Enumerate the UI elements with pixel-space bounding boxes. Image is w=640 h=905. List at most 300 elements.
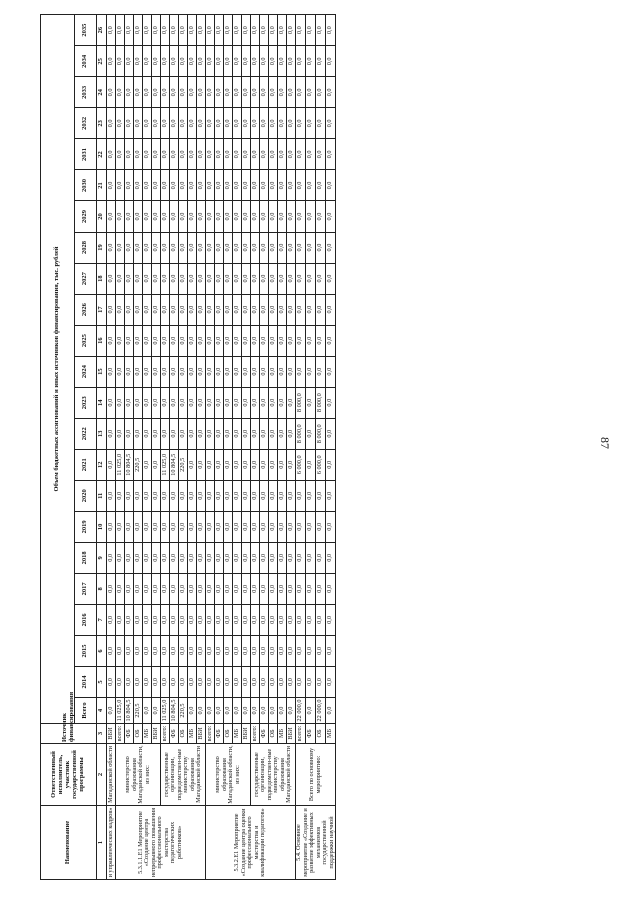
year-value: 0,0 (242, 108, 251, 139)
year-value: 0,0 (251, 325, 260, 356)
year-value: 0,0 (316, 232, 326, 263)
year-value: 0,0 (251, 480, 260, 511)
year-value: 0,0 (260, 387, 269, 418)
year-value: 0,0 (116, 511, 125, 542)
year-value: 0,0 (188, 635, 197, 666)
year-value: 0,0 (278, 418, 287, 449)
year-value: 0,0 (278, 511, 287, 542)
year-value: 0,0 (143, 418, 152, 449)
year-value: 0,0 (152, 139, 161, 170)
year-value: 0,0 (306, 139, 316, 170)
year-value: 0,0 (278, 15, 287, 46)
year-value: 0,0 (269, 325, 278, 356)
year-value: 0,0 (215, 263, 224, 294)
year-value: 0,0 (306, 418, 316, 449)
funding-source: всего: (296, 724, 306, 744)
year-value: 0,0 (287, 604, 296, 635)
year-value: 0,0 (215, 511, 224, 542)
year-value: 0,0 (197, 108, 206, 139)
year-value: 0,0 (161, 387, 170, 418)
year-value: 0,0 (134, 542, 143, 573)
year-value: 0,0 (242, 356, 251, 387)
funding-source: ВБИ (107, 724, 116, 744)
funding-source: ОБ (316, 724, 326, 744)
year-value: 220,5 (134, 449, 143, 480)
funding-source: МБ (143, 724, 152, 744)
year-value: 0,0 (152, 418, 161, 449)
year-value: 0,0 (224, 108, 233, 139)
header-year: 2031 (75, 139, 97, 170)
year-value: 0,0 (326, 15, 336, 46)
year-value: 0,0 (326, 449, 336, 480)
year-value: 0,0 (224, 604, 233, 635)
year-value: 0,0 (233, 356, 242, 387)
year-value: 0,0 (287, 325, 296, 356)
year-value: 0,0 (143, 201, 152, 232)
year-value: 0,0 (179, 77, 188, 108)
year-value: 0,0 (296, 635, 306, 666)
year-value: 0,0 (260, 635, 269, 666)
responsible-executor: государственные организации, подведомствен-ные министерству образования Магаданской области (161, 744, 206, 806)
year-value: 0,0 (179, 511, 188, 542)
year-value: 0,0 (224, 139, 233, 170)
year-value: 0,0 (224, 263, 233, 294)
year-value: 0,0 (251, 232, 260, 263)
year-value: 0,0 (170, 77, 179, 108)
year-value: 0,0 (206, 77, 215, 108)
year-value: 0,0 (224, 46, 233, 77)
year-value: 0,0 (161, 356, 170, 387)
year-value: 0,0 (269, 511, 278, 542)
total-value: 0,0 (107, 698, 116, 724)
year-value: 0,0 (143, 170, 152, 201)
year-value: 0,0 (316, 46, 326, 77)
year-value: 0,0 (316, 170, 326, 201)
year-value: 0,0 (125, 232, 134, 263)
year-value: 0,0 (197, 604, 206, 635)
year-value: 0,0 (278, 294, 287, 325)
table-row (206, 15, 215, 880)
header-col-number: 3 (97, 724, 107, 744)
year-value: 0,0 (197, 294, 206, 325)
year-value: 0,0 (116, 325, 125, 356)
year-value: 0,0 (125, 387, 134, 418)
year-value: 0,0 (296, 46, 306, 77)
year-value: 0,0 (278, 666, 287, 697)
year-value: 0,0 (278, 356, 287, 387)
year-value: 0,0 (251, 449, 260, 480)
funding-source: МБ (326, 724, 336, 744)
year-value: 0,0 (278, 387, 287, 418)
header-year: 2033 (75, 77, 97, 108)
header-col-number: 4 (97, 698, 107, 724)
year-value: 0,0 (306, 604, 316, 635)
year-value: 0,0 (224, 294, 233, 325)
year-value: 0,0 (260, 418, 269, 449)
year-value: 0,0 (233, 325, 242, 356)
year-value: 0,0 (197, 232, 206, 263)
year-value: 0,0 (125, 139, 134, 170)
year-value: 0,0 (242, 263, 251, 294)
funding-source: ВБИ (152, 724, 161, 744)
year-value: 0,0 (296, 232, 306, 263)
year-value: 0,0 (242, 201, 251, 232)
year-value: 0,0 (251, 356, 260, 387)
year-value: 0,0 (134, 294, 143, 325)
year-value: 0,0 (326, 201, 336, 232)
rotated-page (40, 14, 600, 880)
year-value: 0,0 (143, 480, 152, 511)
year-value: 0,0 (125, 511, 134, 542)
year-value: 0,0 (316, 511, 326, 542)
year-value: 0,0 (233, 418, 242, 449)
year-value: 0,0 (278, 325, 287, 356)
year-value: 0,0 (134, 108, 143, 139)
year-value: 0,0 (206, 46, 215, 77)
year-value: 0,0 (278, 542, 287, 573)
year-value: 0,0 (116, 201, 125, 232)
funding-source: всего: (206, 724, 215, 744)
year-value: 0,0 (326, 46, 336, 77)
year-value: 0,0 (107, 108, 116, 139)
funding-source: ФБ (215, 724, 224, 744)
year-value: 0,0 (206, 387, 215, 418)
header-source: Источник финансирования (41, 724, 97, 744)
year-value: 0,0 (215, 170, 224, 201)
year-value: 0,0 (179, 573, 188, 604)
year-value: 0,0 (188, 449, 197, 480)
header-name: Наименование (41, 806, 97, 880)
year-value: 0,0 (296, 15, 306, 46)
year-value: 8 000,0 (296, 387, 306, 418)
table-header (41, 15, 107, 880)
year-value: 0,0 (287, 46, 296, 77)
total-value: 0,0 (188, 698, 197, 724)
year-value: 0,0 (296, 77, 306, 108)
year-value: 0,0 (152, 387, 161, 418)
header-year: 2021 (75, 449, 97, 480)
year-value: 0,0 (287, 387, 296, 418)
year-value: 0,0 (143, 573, 152, 604)
year-value: 0,0 (260, 325, 269, 356)
year-value: 0,0 (197, 542, 206, 573)
year-value: 0,0 (251, 666, 260, 697)
year-value: 0,0 (306, 666, 316, 697)
total-value: 0,0 (143, 698, 152, 724)
year-value: 0,0 (278, 480, 287, 511)
header-year: 2035 (75, 15, 97, 46)
year-value: 0,0 (326, 573, 336, 604)
year-value: 0,0 (287, 542, 296, 573)
year-value: 0,0 (296, 108, 306, 139)
header-year: 2014 (75, 666, 97, 697)
year-value: 0,0 (152, 449, 161, 480)
year-value: 0,0 (326, 232, 336, 263)
year-value: 0,0 (143, 604, 152, 635)
year-value: 0,0 (224, 170, 233, 201)
year-value: 0,0 (215, 108, 224, 139)
year-value: 0,0 (269, 201, 278, 232)
year-value: 0,0 (107, 325, 116, 356)
total-value: 11 025,0 (116, 698, 125, 724)
header-year: 2025 (75, 325, 97, 356)
year-value: 0,0 (134, 356, 143, 387)
header-year: 2024 (75, 356, 97, 387)
year-value: 0,0 (233, 15, 242, 46)
year-value: 0,0 (197, 635, 206, 666)
year-value: 0,0 (251, 201, 260, 232)
year-value: 0,0 (269, 15, 278, 46)
year-value: 0,0 (233, 108, 242, 139)
header-year: 2019 (75, 511, 97, 542)
year-value: 0,0 (326, 294, 336, 325)
year-value: 0,0 (179, 201, 188, 232)
total-value: 11 025,0 (161, 698, 170, 724)
year-value: 0,0 (287, 449, 296, 480)
year-value: 0,0 (278, 108, 287, 139)
table-row (161, 15, 170, 880)
year-value: 0,0 (242, 604, 251, 635)
responsible-executor: министерство образования Магаданской области, из них: (206, 744, 251, 806)
year-value: 0,0 (215, 46, 224, 77)
header-year: 2034 (75, 46, 97, 77)
year-value: 0,0 (242, 139, 251, 170)
year-value: 0,0 (316, 480, 326, 511)
year-value: 0,0 (125, 356, 134, 387)
header-year: 2023 (75, 387, 97, 418)
year-value: 0,0 (326, 139, 336, 170)
year-value: 0,0 (233, 666, 242, 697)
year-value: 0,0 (269, 77, 278, 108)
year-value: 0,0 (188, 666, 197, 697)
year-value: 0,0 (233, 542, 242, 573)
header-col-number: 9 (97, 542, 107, 573)
year-value: 0,0 (269, 604, 278, 635)
header-col-number: 5 (97, 666, 107, 697)
year-value: 0,0 (296, 294, 306, 325)
header-col-number: 25 (97, 46, 107, 77)
header-col-number: 2 (97, 744, 107, 806)
year-value: 0,0 (116, 232, 125, 263)
year-value: 0,0 (143, 511, 152, 542)
header-year: 2030 (75, 170, 97, 201)
year-value: 0,0 (197, 46, 206, 77)
year-value: 0,0 (188, 418, 197, 449)
year-value: 0,0 (188, 170, 197, 201)
year-value: 0,0 (170, 573, 179, 604)
year-value: 0,0 (260, 294, 269, 325)
year-value: 0,0 (287, 139, 296, 170)
responsible-executor: министерство образования Магаданской области, из них: (116, 744, 161, 806)
year-value: 0,0 (179, 170, 188, 201)
year-value: 0,0 (233, 46, 242, 77)
header-year: 2020 (75, 480, 97, 511)
year-value: 0,0 (260, 46, 269, 77)
year-value: 0,0 (296, 263, 306, 294)
year-value: 0,0 (251, 170, 260, 201)
header-year: 2026 (75, 294, 97, 325)
year-value: 220,5 (179, 449, 188, 480)
year-value: 0,0 (242, 294, 251, 325)
year-value: 0,0 (206, 325, 215, 356)
year-value: 0,0 (224, 15, 233, 46)
year-value: 0,0 (306, 263, 316, 294)
year-value: 0,0 (188, 325, 197, 356)
year-value: 0,0 (116, 170, 125, 201)
year-value: 0,0 (116, 46, 125, 77)
year-value: 0,0 (107, 170, 116, 201)
year-value: 0,0 (197, 449, 206, 480)
year-value: 0,0 (287, 480, 296, 511)
funding-source: ВБИ (242, 724, 251, 744)
year-value: 0,0 (143, 15, 152, 46)
year-value: 0,0 (206, 356, 215, 387)
year-value: 0,0 (188, 15, 197, 46)
year-value: 0,0 (116, 15, 125, 46)
year-value: 0,0 (251, 604, 260, 635)
year-value: 0,0 (251, 15, 260, 46)
year-value: 0,0 (179, 294, 188, 325)
year-value: 0,0 (161, 573, 170, 604)
year-value: 0,0 (179, 232, 188, 263)
year-value: 0,0 (215, 418, 224, 449)
year-value: 0,0 (224, 542, 233, 573)
header-col-number: 14 (97, 387, 107, 418)
year-value: 11 025,0 (116, 449, 125, 480)
year-value: 0,0 (170, 666, 179, 697)
year-value: 0,0 (188, 263, 197, 294)
year-value: 0,0 (125, 480, 134, 511)
year-value: 0,0 (260, 511, 269, 542)
measure-name: 5.3.2.Е1 Мероприятие «Создание центра оценки профессионального мастерства и квалификации педагогов» (206, 806, 296, 880)
year-value: 0,0 (134, 263, 143, 294)
year-value: 0,0 (278, 232, 287, 263)
year-value: 0,0 (269, 356, 278, 387)
funding-source: ОБ (269, 724, 278, 744)
year-value: 0,0 (125, 294, 134, 325)
year-value: 0,0 (107, 418, 116, 449)
year-value: 0,0 (143, 263, 152, 294)
year-value: 0,0 (306, 635, 316, 666)
year-value: 0,0 (251, 573, 260, 604)
year-value: 0,0 (161, 139, 170, 170)
year-value: 0,0 (316, 139, 326, 170)
year-value: 0,0 (242, 387, 251, 418)
header-col-number: 20 (97, 201, 107, 232)
year-value: 0,0 (224, 232, 233, 263)
year-value: 0,0 (125, 46, 134, 77)
year-value: 0,0 (316, 325, 326, 356)
year-value: 0,0 (269, 46, 278, 77)
year-value: 0,0 (287, 294, 296, 325)
year-value: 0,0 (224, 418, 233, 449)
header-year: 2017 (75, 573, 97, 604)
year-value: 0,0 (224, 635, 233, 666)
year-value: 0,0 (215, 232, 224, 263)
funding-source: ФБ (170, 724, 179, 744)
year-value: 0,0 (233, 387, 242, 418)
year-value: 0,0 (206, 170, 215, 201)
year-value: 0,0 (116, 635, 125, 666)
year-value: 0,0 (296, 170, 306, 201)
year-value: 0,0 (306, 46, 316, 77)
header-col-number: 18 (97, 263, 107, 294)
year-value: 0,0 (161, 325, 170, 356)
year-value: 0,0 (260, 604, 269, 635)
year-value: 0,0 (179, 387, 188, 418)
year-value: 0,0 (306, 232, 316, 263)
year-value: 0,0 (116, 263, 125, 294)
total-value: 10 804,5 (169, 699, 177, 722)
year-value: 0,0 (125, 573, 134, 604)
year-value: 0,0 (242, 480, 251, 511)
year-value: 0,0 (296, 604, 306, 635)
year-value: 0,0 (242, 15, 251, 46)
year-value: 0,0 (269, 387, 278, 418)
year-value: 0,0 (316, 635, 326, 666)
year-value: 0,0 (197, 139, 206, 170)
year-value: 0,0 (306, 573, 316, 604)
year-value: 0,0 (326, 387, 336, 418)
header-volume: Объем бюджетных ассигнований и иных источников финансирования, тыс. рублей (41, 15, 75, 724)
year-value: 0,0 (215, 325, 224, 356)
year-value: 0,0 (326, 542, 336, 573)
year-value: 0,0 (260, 666, 269, 697)
year-value: 10 804,5 (170, 449, 179, 480)
year-value: 0,0 (134, 170, 143, 201)
year-value: 0,0 (170, 356, 179, 387)
year-value: 0,0 (224, 511, 233, 542)
year-value: 0,0 (161, 511, 170, 542)
responsible-executor: государственные организации, подведомствен-ные министерству образования Магаданской области (251, 744, 296, 806)
year-value: 0,0 (296, 356, 306, 387)
year-value: 8 000,0 (296, 418, 306, 449)
year-value: 0,0 (161, 201, 170, 232)
year-value: 0,0 (278, 139, 287, 170)
header-col-number: 26 (97, 15, 107, 46)
year-value: 0,0 (170, 604, 179, 635)
year-value: 0,0 (170, 139, 179, 170)
year-value: 0,0 (161, 15, 170, 46)
year-value: 0,0 (287, 666, 296, 697)
year-value: 0,0 (197, 325, 206, 356)
year-value: 0,0 (326, 511, 336, 542)
year-value: 0,0 (170, 15, 179, 46)
year-value: 0,0 (224, 666, 233, 697)
year-value: 0,0 (306, 480, 316, 511)
funding-source: ФБ (125, 724, 134, 744)
year-value: 0,0 (215, 573, 224, 604)
year-value: 0,0 (306, 387, 316, 418)
year-value: 0,0 (170, 108, 179, 139)
header-year: 2016 (75, 604, 97, 635)
year-value: 0,0 (287, 108, 296, 139)
total-value: 0,0 (287, 698, 296, 724)
year-value: 0,0 (215, 604, 224, 635)
year-value: 0,0 (206, 635, 215, 666)
year-value: 0,0 (251, 108, 260, 139)
year-value: 0,0 (206, 604, 215, 635)
total-value: 22 000,0 (296, 698, 306, 724)
year-value: 0,0 (125, 418, 134, 449)
year-value: 0,0 (161, 232, 170, 263)
year-value: 0,0 (287, 263, 296, 294)
year-value: 0,0 (269, 232, 278, 263)
year-value: 0,0 (161, 666, 170, 697)
year-value: 0,0 (287, 201, 296, 232)
year-value: 0,0 (269, 666, 278, 697)
year-value: 0,0 (215, 542, 224, 573)
